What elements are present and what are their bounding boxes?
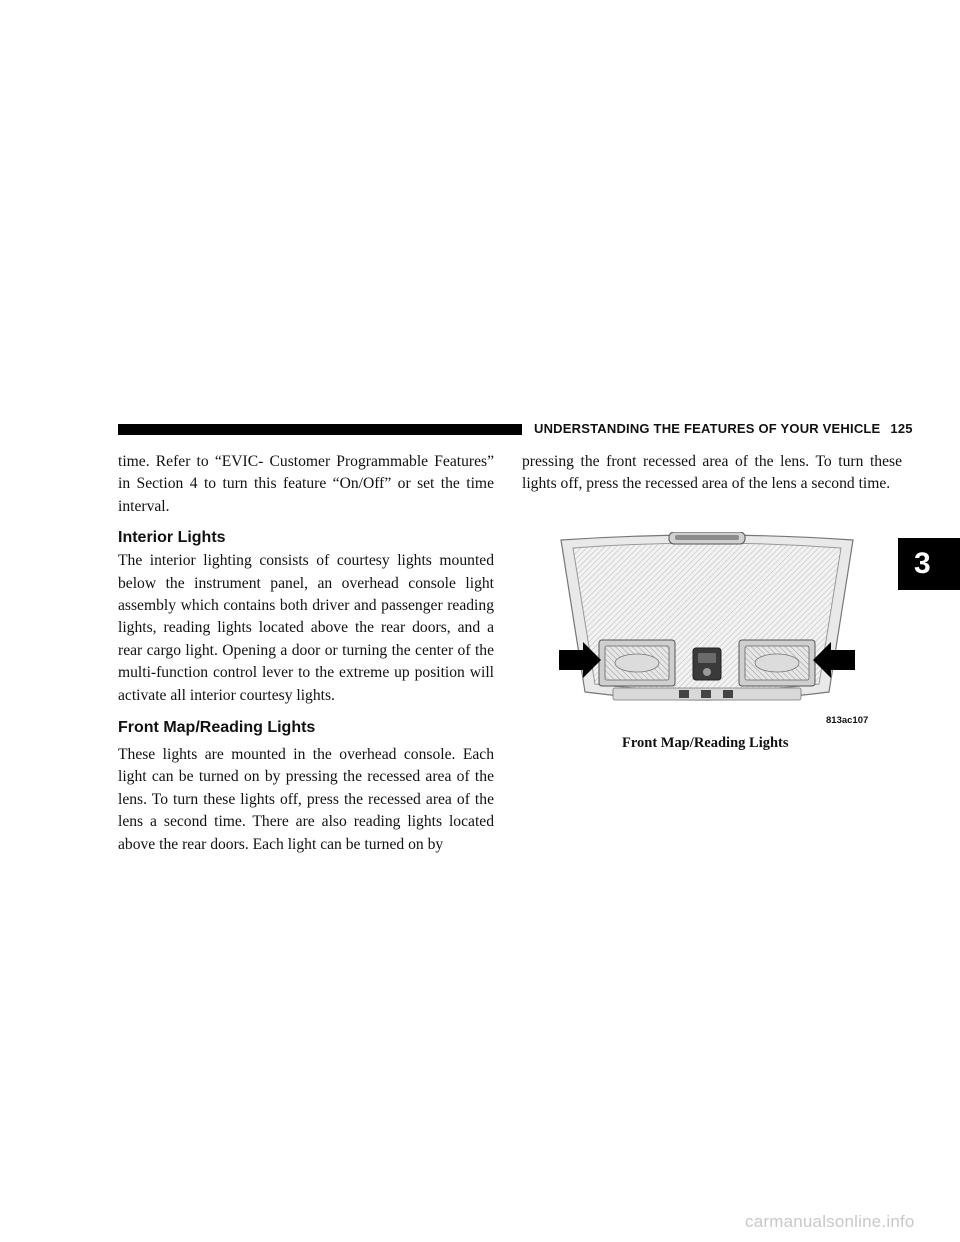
intro-paragraph: time. Refer to “EVIC- Customer Programmable Features” in Section 4 to turn this feature “On/Off” or set the time interval.: [118, 453, 494, 515]
watermark: carmanualsonline.info: [745, 1212, 915, 1231]
left-column: [118, 451, 494, 856]
continued-paragraph: pressing the front recessed area of the lens. To turn these lights off, press the recessed area of the lens a second time.: [522, 453, 902, 493]
header-bar: [118, 424, 522, 435]
overhead-console-figure: [557, 532, 857, 752]
header-title: UNDERSTANDING THE FEATURES OF YOUR VEHICLE: [534, 421, 881, 436]
interior-lights-body: The interior lighting consists of courtesy lights mounted below the instrument panel, an overhead console light assembly which contains both driver and passenger reading lights, reading lights located above the rear doors, and a rear cargo light. Opening a door or turning the center of the multi-function control lever to the extreme up position will activate all interior courtesy lights.: [118, 552, 494, 704]
section-tab: 3: [898, 538, 960, 590]
running-header: [534, 421, 913, 436]
figure-caption: Front Map/Reading Lights: [622, 735, 789, 751]
right-column: [522, 451, 902, 496]
front-map-lights-body: These lights are mounted in the overhead console. Each light can be turned on by pressing the recessed area of the lens. To turn these lights off, press the recessed area of the lens a second time. There are also reading lights located above the rear doors. Each light can be turned on by: [118, 746, 494, 853]
heading-front-map-lights: Front Map/Reading Lights: [118, 719, 316, 737]
page-number: 125: [890, 421, 913, 436]
overhead-console-illustration: [557, 532, 857, 712]
heading-interior-lights: Interior Lights: [118, 529, 226, 547]
figure-code: 813ac107: [826, 715, 869, 726]
